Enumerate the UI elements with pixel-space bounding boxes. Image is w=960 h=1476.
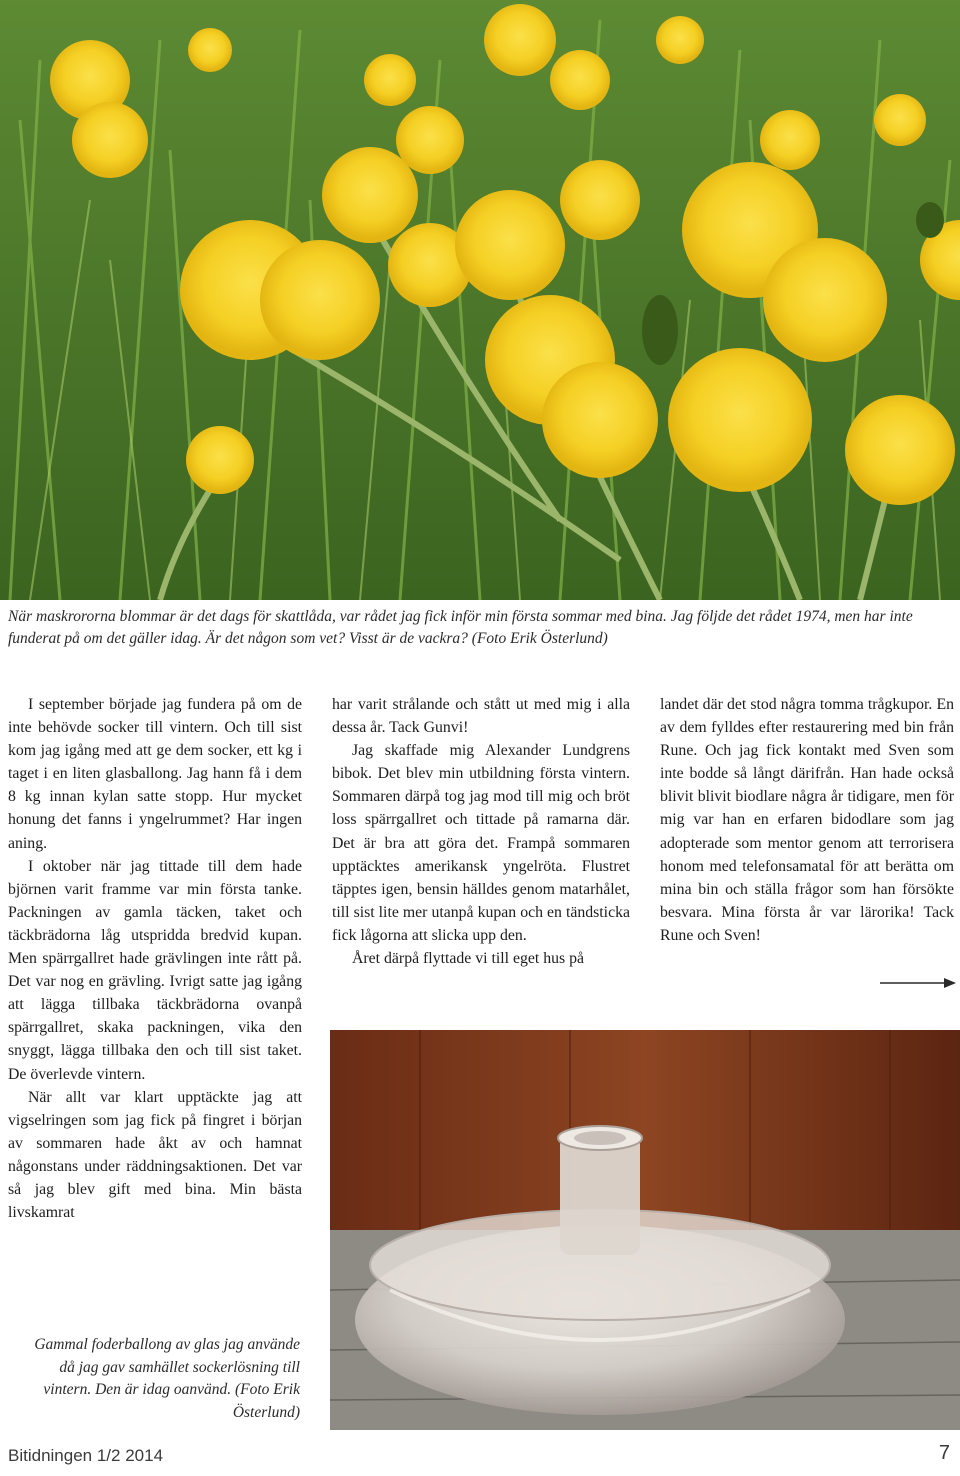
article-column-2 [332,693,630,970]
article-column-1 [8,693,302,1224]
right-arrow-icon [880,975,956,996]
article-column-3 [660,693,954,947]
paragraph: När allt var klart upptäckte jag att vigselringen som jag fick på fingret i början av sommaren hade åkt av och hamnat någonstans under räddningsaktionen. Det var så jag blev gift med bina. Min bästa livskamrat [8,1088,302,1222]
page-number: 7 [938,1442,950,1464]
paragraph: landet där det stod några tomma trågkupor. En av dem fylldes efter restaurering med bin från Rune. Och jag fick kontakt med Sven som inte bodde så långt därifrån. Han hade också blivit blivit biodlare några år tidigare, men för mig var han en erfaren bidodlare som jag adopterade som mentor genom att terrorisera honom med telefonsamatal för att berätta om mina bin och ställa frågor som han försökte besvara. Mina första år var lärorika! Tack Rune och Sven! [660,696,954,944]
paragraph: I september började jag fundera på om de inte behövde socker till vintern. Och till sist kom jag igång med att ge dem socker, ett kg i taget i en liten glasballong. Jag hann få i dem 8 kg innan kylan satte stopp. Hur mycket honung det fanns i yngelrummet? Har ingen aning. [8,696,302,852]
dandelion-photo [0,0,960,600]
top-photo-caption: När maskrororna blommar är det dags för skattlåda, var rådet jag fick inför min första sommar med bina. Jag följde det rådet 1974, men har inte funderat på om det gäller idag. Är det någon som vet? Visst är de vackra? (Foto Erik Österlund) [8,608,913,647]
publication-name: Bitidningen 1/2 2014 [8,1446,164,1465]
paragraph: Året därpå flyttade vi till eget hus på [352,950,585,968]
glass-feeder-photo [330,1030,960,1430]
paragraph: Jag skaffade mig Alexander Lundgrens bibok. Det blev min utbildning första vintern. Sommaren därpå tog jag mod till mig och bröt loss spärrgallret och tittade på ramarna där. Det är bra att göra det. Frampå sommaren upptäcktes amerikansk yngelröta. Flustret täpptes igen, bensin hälldes genom matarhålet, till sist lite mer utanpå kupan och en tändsticka fick lågorna att slicka upp den. [332,742,630,944]
bottom-photo-caption: Gammal foderballong av glas jag använde då jag gav samhället sockerlösning till vintern. Den är idag oanvänd. (Foto Erik Österlund) [34,1336,300,1421]
glass-feeder-illustration [330,1030,960,1430]
paragraph: har varit strålande och stått ut med mig i alla dessa år. Tack Gunvi! [332,696,630,737]
dandelion-illustration [0,0,960,600]
paragraph: I oktober när jag tittade till dem hade björnen varit framme var min första tanke. Packningen av gamla täcken, taket och täckbrädorna låg utspridda bredvid kupan. Men spärrgallret hade grävlingen inte rått på. Det var nog en grävling. Ivrigt satte jag igång att lägga tillbaka täckbrädorna ovanpå spärrgallret, skaka packningen, vika den snyggt, lägga tillbaka den och till sist taket. De överlevde vintern. [8,857,302,1083]
